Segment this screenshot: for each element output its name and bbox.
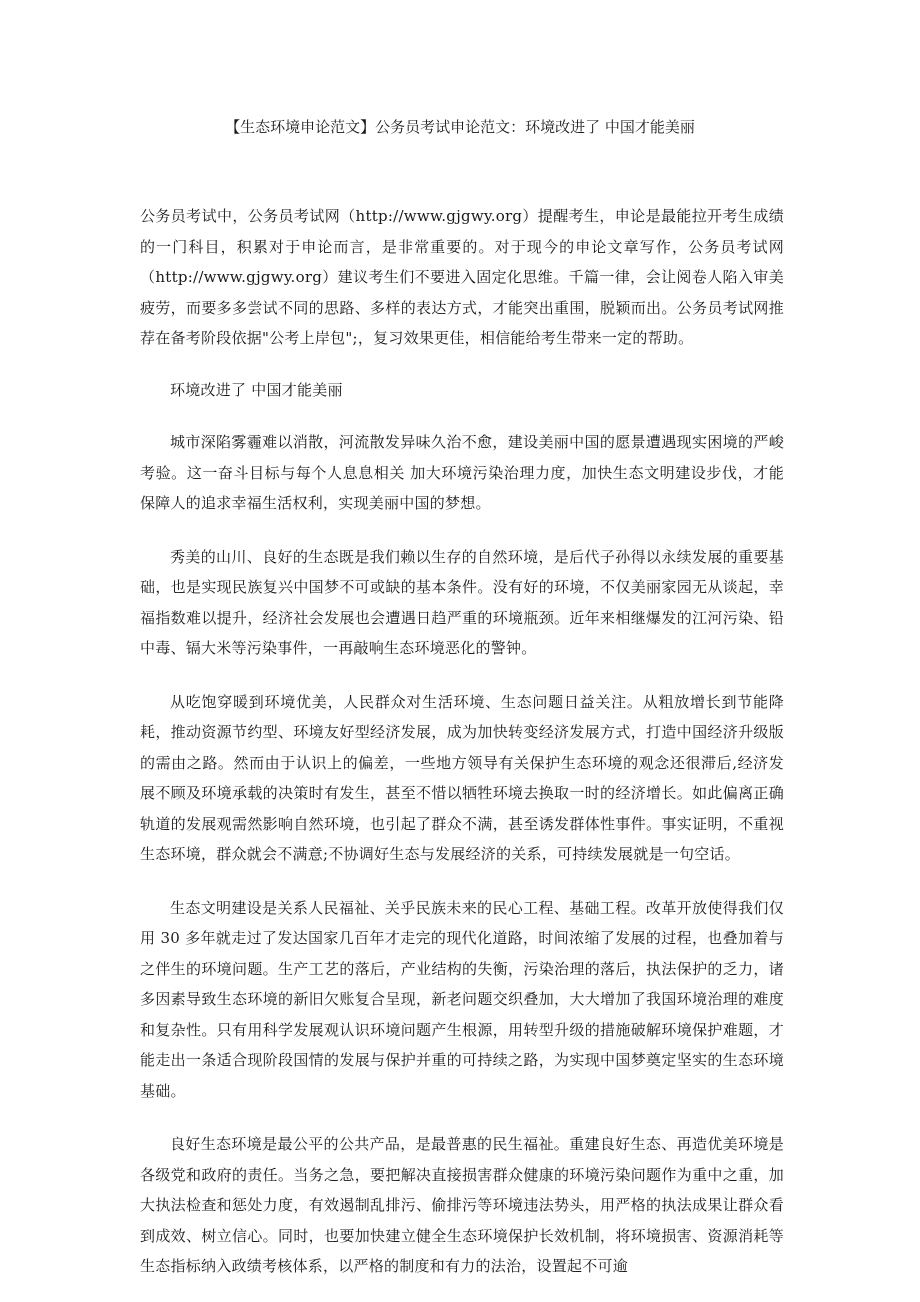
article-subtitle: 环境改进了 中国才能美丽 [170,380,343,399]
document-title: 【生态环境申论范文】公务员考试申论范文：环境改进了 中国才能美丽 [225,118,695,136]
body-paragraph: 生态文明建设是关系人民福祉、关乎民族未来的民心工程、基础工程。改革开放使得我们仅用 30 多年就走过了发达国家几百年才走完的现代化道路，时间浓缩了发展的过程，也叠加着与之伴生的环境问题。生产工艺的落后，产业结构的失衡，污染治理的落后，执法保护的乏力，诸多因素导致生态环境的新旧欠账复合呈现，新老问题交织叠加，大大增加了我国环境治理的难度和复杂性。只有用科学发展观认识环境问题产生根源，用转型升级的措施破解环境保护难题，才能走出一条适合现阶段国情的发展与保护并重的可持续之路，为实现中国梦奠定坚实的生态环境基础。 [140,898,784,1100]
body-paragraph: 从吃饱穿暖到环境优美，人民群众对生活环境、生态问题日益关注。从粗放增长到节能降耗，推动资源节约型、环境友好型经济发展，成为加快转变经济发展方式，打造中国经济升级版的需由之路。然而由于认识上的偏差，一些地方领导有关保护生态环境的观念还很滞后,经济发展不顾及环境承载的决策时有发生，甚至不惜以牺牲环境去换取一时的经济增长。如此偏离正确轨道的发展观需然影响自然环境，也引起了群众不满，甚至诱发群体性事件。事实证明，不重视生态环境，群众就会不满意;不协调好生态与发展经济的关系，可持续发展就是一句空话。 [140,692,784,863]
body-paragraph: 城市深陷雾霾难以消散，河流散发异味久治不愈，建设美丽中国的愿景遭遇现实困境的严峻考验。这一奋斗目标与每个人息息相关 加大环境污染治理力度，加快生态文明建设步伐，才能保障人的追求幸福生活权利，实现美丽中国的梦想。 [140,433,784,512]
document-body [140,201,784,1282]
body-paragraph: 良好生态环境是最公平的公共产品，是最普惠的民生福祉。重建良好生态、再造优美环境是各级党和政府的责任。当务之急，要把解决直接损害群众健康的环境污染问题作为重中之重，加大执法检查和惩处力度，有效遏制乱排污、偷排污等环境违法势头，用严格的执法成果让群众看到成效、树立信心。同时，也要加快建立健全生态环境保护长效机制，将环境损害、资源消耗等生态指标纳入政绩考核体系，以严格的制度和有力的法治，设置起不可逾 [140,1135,784,1275]
intro-paragraph: 公务员考试中，公务员考试网（http://www.gjgwy.org）提醒考生，申论是最能拉开考生成绩的一门科目，积累对于申论而言，是非常重要的。对于现今的申论文章写作，公务员考试网（http://www.gjgwy.org）建议考生们不要进入固定化思维。千篇一律，会让阅卷人陷入审美疲劳，而要多多尝试不同的思路、多样的表达方式，才能突出重围，脱颖而出。公务员考试网推荐在备考阶段依据"公考上岸包";，复习效果更佳，相信能给考生带来一定的帮助。 [140,207,784,347]
body-paragraph: 秀美的山川、良好的生态既是我们赖以生存的自然环境，是后代子孙得以永续发展的重要基础，也是实现民族复兴中国梦不可或缺的基本条件。没有好的环境，不仅美丽家园无从谈起，幸福指数难以提升，经济社会发展也会遭遇日趋严重的环境瓶颈。近年来相继爆发的江河污染、铅中毒、镉大米等污染事件，一再敲响生态环境恶化的警钟。 [140,547,784,657]
